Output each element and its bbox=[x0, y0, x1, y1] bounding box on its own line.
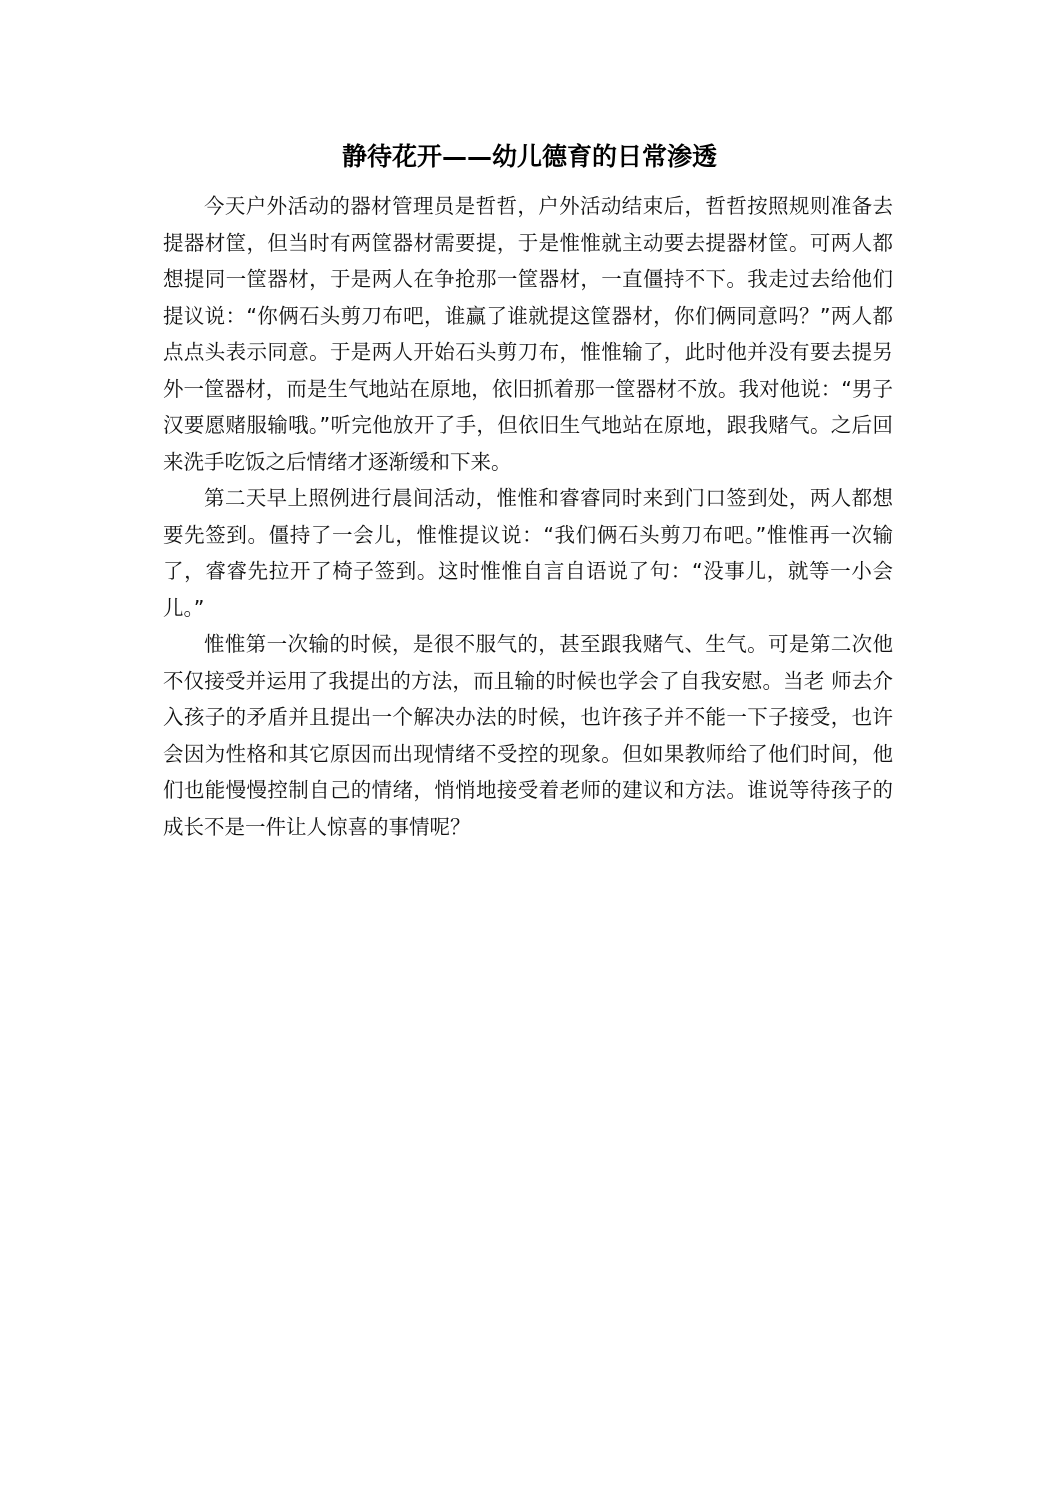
paragraph-1: 今天户外活动的器材管理员是哲哲，户外活动结束后，哲哲按照规则准备去提器材筐，但当时有两筐器材需要提，于是惟惟就主动要去提器材筐。可两人都想提同一筐器材，于是两人在争抢那一筐器材，一直僵持不下。我走过去给他们提议说：“你俩石头剪刀布吧，谁赢了谁就提这筐器材，你们俩同意吗？”两人都点点头表示同意。于是两人开始石头剪刀布，惟惟输了，此时他并没有要去提另外一筐器材，而是生气地站在原地，依旧抓着那一筐器材不放。我对他说：“男子汉要愿赌服输哦。”听完他放开了手，但依旧生气地站在原地，跟我赌气。之后回来洗手吃饭之后情绪才逐渐缓和下来。 bbox=[163, 194, 893, 474]
paragraph-2: 第二天早上照例进行晨间活动，惟惟和睿睿同时来到门口签到处，两人都想要先签到。僵持了一会儿，惟惟提议说：“我们俩石头剪刀布吧。”惟惟再一次输了，睿睿先拉开了椅子签到。这时惟惟自言自语说了句：“没事儿，就等一小会儿。” bbox=[163, 486, 893, 620]
document-title: 静待花开——幼儿德育的日常渗透 bbox=[341, 142, 717, 171]
document-body bbox=[163, 188, 893, 845]
paragraph-3: 惟惟第一次输的时候，是很不服气的，甚至跟我赌气、生气。可是第二次他不仅接受并运用了我提出的方法，而且输的时候也学会了自我安慰。当老 师去介入孩子的矛盾并且提出一个解决办法的时候，也许孩子并不能一下子接受，也许会因为性格和其它原因而出现情绪不受控的现象。但如果教师给了他们时间，他们也能慢慢控制自己的情绪，悄悄地接受着老师的建议和方法。谁说等待孩子的成长不是一件让人惊喜的事情呢？ bbox=[163, 632, 893, 839]
